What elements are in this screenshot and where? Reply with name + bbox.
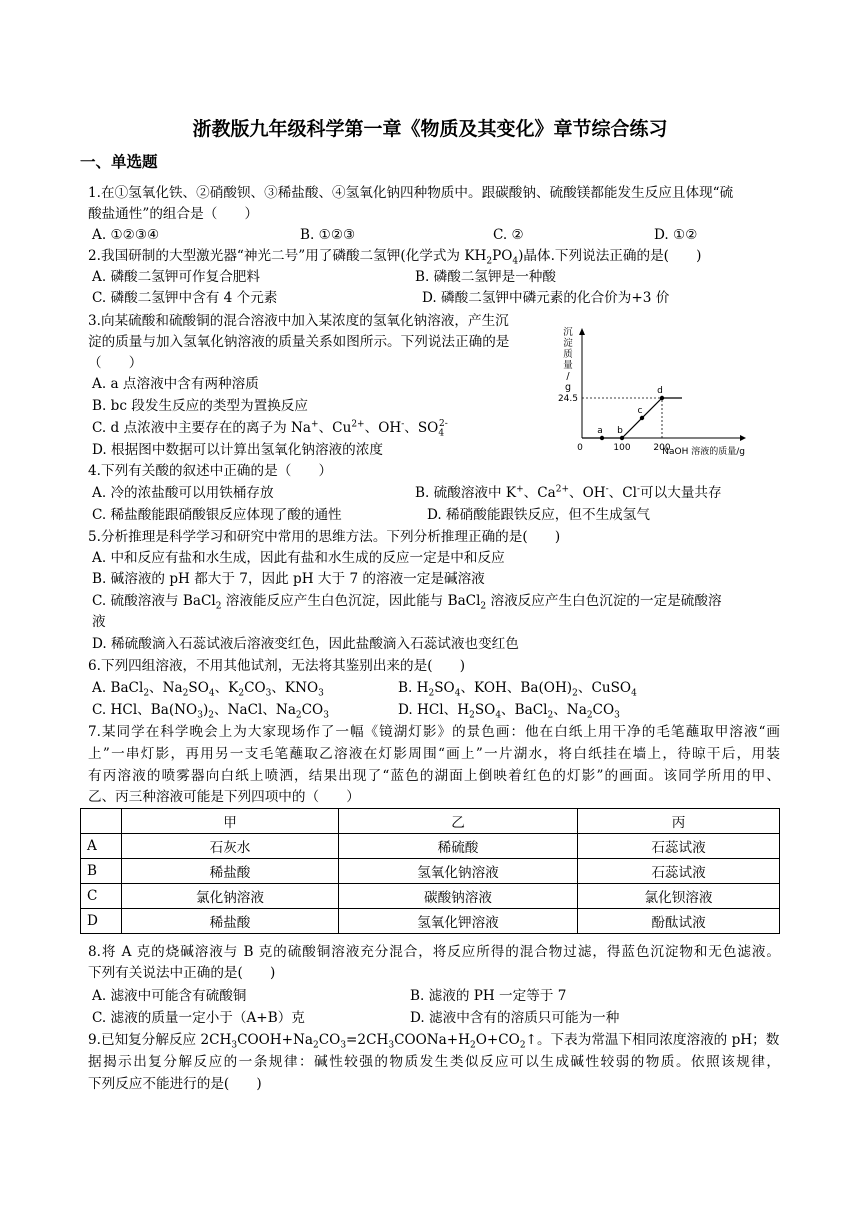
q5-stem: 5.分析推理是科学学习和研究中常用的思维方法。下列分析推理正确的是( ) <box>88 529 561 545</box>
q1-option-a: A. ①②③④ <box>92 227 160 243</box>
table-header-cell: 乙 <box>339 809 578 834</box>
table-cell: 石灰水 <box>122 834 339 859</box>
table-row <box>81 909 780 934</box>
q6-option-a: A. BaCl$_2$、$Na_2SO_4$、$K_2CO_3$、$KNO_3$ <box>92 680 324 699</box>
q2-option-b: B. 磷酸二氢钾是一种酸 <box>415 269 556 285</box>
q3-stem-line2: 淀的质量与加入氢氧化钠溶液的质量关系如图所示。下列说法正确的是 <box>88 334 510 350</box>
page-title: 浙教版九年级科学第一章《物质及其变化》章节综合练习 <box>192 118 668 140</box>
x-tick-label: 200 <box>653 443 671 453</box>
q5-option-d: D. 稀硫酸滴入石蕊试液后溶液变红色，因此盐酸滴入石蕊试液也变红色 <box>92 636 519 652</box>
table-cell: 酚酞试液 <box>578 909 780 934</box>
q9-stem-line3: 下列反应不能进行的是( ) <box>88 1076 262 1092</box>
table-cell: 稀盐酸 <box>122 909 339 934</box>
chart-layer <box>558 327 746 457</box>
q2-option-c: C. 磷酸二氢钾中含有 4 个元素 <box>92 290 278 306</box>
q5-option-c-line2: 液 <box>92 614 106 630</box>
q5-option-c: C. 硫酸溶液与 BaCl$_2$ 溶液能反应产生白色沉淀，因此能与 BaCl$_2$ 溶液反应产生白色沉淀的一定是硫酸溶 <box>92 593 722 612</box>
q2-option-d: D. 磷酸二氢钾中磷元素的化合价为+3 价 <box>422 290 670 306</box>
q9-stem-line1: 9.已知复分解反应 $2CH_3COOH+Na_2CO_3=2CH_3COONa+H_2O+CO_2↑$。下表为常温下相同浓度溶液的 pH；数 <box>88 1032 780 1051</box>
q5-option-b: B. 碱溶液的 pH 都大于 7，因此 pH 大于 7 的溶液一定是碱溶液 <box>92 571 485 587</box>
table-cell: 稀硫酸 <box>339 834 578 859</box>
q7-stem-line1: 7.某同学在科学晚会上为大家现场作了一幅《镜湖灯影》的景色画：他在白纸上用干净的毛笔蘸取甲溶液“画 <box>88 724 780 740</box>
q1-option-c: C. ② <box>493 227 524 243</box>
q5-option-a: A. 中和反应有盐和水生成，因此有盐和水生成的反应一定是中和反应 <box>92 550 505 566</box>
x-tick-label: 100 <box>613 443 631 453</box>
q1-option-b: B. ①②③ <box>300 227 356 243</box>
table-cell: C <box>81 884 122 909</box>
data-point-d <box>660 396 664 400</box>
q7-options-table <box>80 808 780 934</box>
q3-option-d: D. 根据图中数据可以计算出氢氧化钠溶液的浓度 <box>92 442 383 458</box>
q4-option-d: D. 稀硝酸能跟铁反应，但不生成氢气 <box>427 507 650 523</box>
q6-option-b: B. $H_2SO_4$、KOH、$Ba(OH)_2$、CuSO$_4$ <box>398 680 637 699</box>
table-cell: 石蕊试液 <box>578 834 780 859</box>
table-cell: 氯化钡溶液 <box>578 884 780 909</box>
table-row <box>81 859 780 884</box>
q2-stem: 2.我国研制的大型激光器“神光二号”用了磷酸二氢钾(化学式为 $KH_2PO_4$)晶体.下列说法正确的是( ) <box>88 248 702 267</box>
q8-option-b: B. 滤液的 PH 一定等于 7 <box>410 988 567 1004</box>
y-tick-label: 24.5 <box>557 394 578 404</box>
q8-option-a: A. 滤液中可能含有硫酸铜 <box>92 988 247 1004</box>
q4-stem: 4.下列有关酸的叙述中正确的是（ ） <box>88 463 333 479</box>
q8-stem-line2: 下列有关说法中正确的是( ) <box>88 965 276 981</box>
y-axis-label-char: 淀 <box>563 338 573 349</box>
y-axis-label-char: g <box>564 382 572 393</box>
x-axis-label: NaOH 溶液的质量/g <box>662 447 745 457</box>
table-cell: B <box>81 859 122 884</box>
data-point-label: c <box>637 406 643 416</box>
origin-label: 0 <box>577 443 583 453</box>
table-cell: 稀盐酸 <box>122 859 339 884</box>
q1-option-d: D. ①② <box>654 227 698 243</box>
q7-stem-line4: 乙、丙三种溶液可能是下列四项中的（ ） <box>88 789 360 805</box>
q3-option-b: B. bc 段发生反应的类型为置换反应 <box>92 398 308 414</box>
q8-stem-line1: 8.将 A 克的烧碱溶液与 B 克的硫酸铜溶液充分混合，将反应所得的混合物过滤，得蓝色沉淀物和无色滤液。 <box>88 944 780 960</box>
table-cell: 氢氧化钠溶液 <box>339 859 578 884</box>
q7-stem-line3: 有丙溶液的喷雾器向白纸上喷洒，结果出现了“蓝色的湖面上倒映着红色的灯影”的画面。该同学所用的甲、 <box>88 768 780 784</box>
q3-option-a: A. a 点溶液中含有两种溶质 <box>92 376 259 392</box>
q3-stem-line3: （ ） <box>88 355 143 371</box>
data-point-label: d <box>657 386 663 396</box>
data-point-label: a <box>597 426 603 436</box>
y-axis-arrow <box>579 328 585 335</box>
x-axis-arrow <box>740 435 746 441</box>
q2-option-a: A. 磷酸二氢钾可作复合肥料 <box>92 269 260 285</box>
q3-precipitate-chart <box>550 325 760 465</box>
table-cell: A <box>81 834 122 859</box>
q7-stem-line2: 上”一串灯影，再用另一支毛笔蘸取乙溶液在灯影周围“画上”一片湖水，将白纸挂在墙上，待晾干后，用装 <box>88 746 780 762</box>
q9-stem-line2: 据揭示出复分解反应的一条规律：碱性较强的物质发生类似反应可以生成碱性较弱的物质。依照该规律， <box>88 1054 780 1070</box>
table-row <box>81 884 780 909</box>
q8-option-d: D. 滤液中含有的溶质只可能为一种 <box>410 1010 620 1026</box>
table-header-cell: 甲 <box>122 809 339 834</box>
y-axis-label-char: 沉 <box>563 327 573 338</box>
q3-option-c: C. d 点浓液中主要存在的离子为 Na+、$Cu^{2+}$、OH-、$SO_4^{2-}$ <box>92 419 448 439</box>
table-cell: 氢氧化钾溶液 <box>339 909 578 934</box>
table-cell: D <box>81 909 122 934</box>
q6-option-d: D. HCl、$H_2SO_4$、BaCl$_2$、$Na_2CO_3$ <box>398 702 620 721</box>
y-axis-label-char: / <box>566 371 570 382</box>
table-header-cell <box>81 809 122 834</box>
data-point-b <box>620 436 624 440</box>
table-row <box>81 834 780 859</box>
data-point-c <box>640 416 644 420</box>
data-point-label: b <box>617 426 623 436</box>
y-axis-label-char: 量 <box>563 360 573 371</box>
q1-stem-line2: 酸盐通性”的组合是（ ） <box>88 206 259 222</box>
table-header-cell: 丙 <box>578 809 780 834</box>
q6-stem: 6.下列四组溶液，不用其他试剂，无法将其鉴别出来的是( ) <box>88 658 466 674</box>
q3-stem-line1: 3.向某硫酸和硫酸铜的混合溶液中加入某浓度的氢氧化钠溶液，产生沉 <box>88 313 509 329</box>
q8-option-c: C. 滤液的质量一定小于（A+B）克 <box>92 1010 305 1026</box>
q4-option-a: A. 冷的浓盐酸可以用铁桶存放 <box>92 485 274 501</box>
q4-option-c: C. 稀盐酸能跟硝酸银反应体现了酸的通性 <box>92 507 342 523</box>
y-axis-label-char: 质 <box>563 349 573 360</box>
q1-stem-line1: 1.在①氢氧化铁、②硝酸钡、③稀盐酸、④氢氧化钠四种物质中。跟碳酸钠、硫酸镁都能发生反应且体现“硫 <box>88 185 734 201</box>
table-cell: 碳酸钠溶液 <box>339 884 578 909</box>
table-cell: 石蕊试液 <box>578 859 780 884</box>
data-point-a <box>600 436 604 440</box>
q6-option-c: C. HCl、$Ba(NO_3)_2$、NaCl、$Na_2CO_3$ <box>92 702 329 721</box>
q4-option-b: B. 硫酸溶液中 K+、$Ca^{2+}$、OH-、Cl-可以大量共存 <box>415 484 722 501</box>
section-heading: 一、单选题 <box>80 153 158 171</box>
table-header-row <box>81 809 780 834</box>
table-cell: 氯化钠溶液 <box>122 884 339 909</box>
